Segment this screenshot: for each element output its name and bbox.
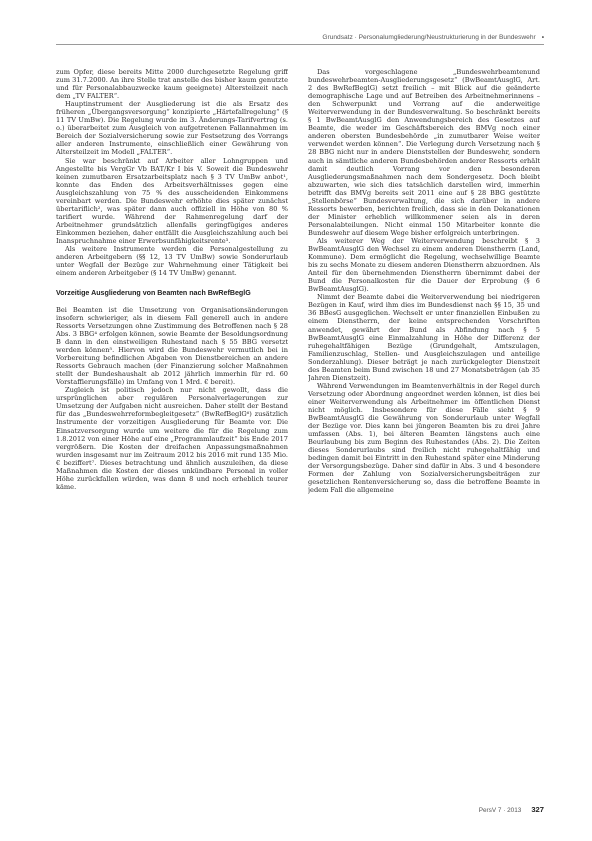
left-paragraph-1: zum Opfer, diese bereits Mitte 2000 durchgesetzte Regelung griff zum 31.7.2000. An ihre Stelle trat anstelle des bisher kaum genutzte und für Personalabbauzwecke kaum geeignete) Altersteilzeit nach dem „TV FALTER“.: [56, 68, 288, 101]
right-paragraph-1: Das vorgeschlagene „Bundeswehrbeamtenund bundeswehrbeamten-Ausgliederungsgesetz“ (BwBeamtAusglG, Art. 2 des BwRefBeglG) setzt freilich – mit Blick auf die geänderte demographische Lage und auf Betreiben des Arbeitnehmerinnens – den Schwerpunkt und Vorrang auf die anderweitige Weiterverwendung in der Bundesverwaltung. So beschränkt bereits § 1 BwBeamtAusglG den Anwendungsbereich des Gesetzes auf Beamte, die weder im Geschäftsbereich des BMVg noch einer anderen obersten Bundesbehörde „in zumutbarer Weise weiter verwendet werden können“. Die Verlegung durch Versetzung nach § 28 BBG nicht nur in andere Dienststellen der Bundeswehr, sondern auch in sämtliche anderen Bundesbehörden anderer Ressorts erhält damit deutlich Vorrang vor den besonderen Ausgliederungsmaßnahmen nach dem Sondergesetz. Doch bleibt abzuwarten, wie sich dies tatsächlich darstellen wird, immerhin betrifft das BMVg bereits seit 2011 eine auf § 28 BBG gestützte „Stellenbörse“ Bundesverwaltung, die sich darüber in andere Ressorts bewerben, berichten freilich, dass sie in den Dekanationen der Minister erheblich willkommener seien als in deren Personalabteilungen. Nicht einmal 150 Mitarbeiter konnte die Bundeswehr auf diesem Wege bisher erfolgreich unterbringen.: [308, 68, 540, 237]
section-heading: Vorzeitige Ausgliederung von Beamten nach BwRefBeglG: [56, 289, 251, 298]
left-paragraph-3: Sie war beschränkt auf Arbeiter aller Lohngruppen und Angestellte bis VergGr Vb BAT/Kr I bis V. Soweit die Bundeswehr keinen zumutbaren Ersatzarbeitsplatz nach § 3 TV UmBw anbot¹, konnte das Enden des Arbeitsverhältnisses gegen eine Ausgleichszahlung von 75 % des ausscheidenden Einkommens vereinbart werden. Die Bundeswehr erhöhte dies später zunächst übertariflich², was später dann auch offiziell in Höhe von 80 % tarifiert wurde. Während der Rahmenregelung darf der Arbeitnehmer grundsätzlich allenfalls geringfügiges anderes Einkommen beziehen, daher entfällt die Ausgleichszahlung auch bei Inanspruchnahme einer Erwerbsunfähigkeitsrente³.: [56, 156, 288, 245]
header-rule: [56, 44, 544, 45]
right-paragraph-4: Während Verwendungen im Beamtenverhältnis in der Regel durch Versetzung oder Abordnung angeordnet werden können, ist dies bei einer Weiterverwendung als Arbeitnehmer im öffentlichen Dienst nicht möglich. Insbesondere für diese Fälle sieht § 9 BwBeamtAusglG die Gewährung von Sonderurlaub unter Wegfall der Bezüge vor. Dies kann bei jüngeren Beamten bis zu drei Jahre umfassen (Abs. 1), bei älteren Beamten längstens auch eine Beurlaubung bis zum Beginn des Ruhestandes (Abs. 2). Die Zeiten dieses Sonderurlaubs sind freilich nicht ruhegehaltfähig und bedingen damit bei Eintritt in den Ruhestand später eine Minderung der Versorgungsbezüge. Daher sind dafür in Abs. 3 und 4 besondere Formen der Zahlung von Sozialversicherungsbeiträgen zur gesetzlichen Rentenversicherung so, dass die betroffene Beamte in jedem Fall die allgemeine: [308, 381, 540, 495]
left-column: [56, 68, 288, 792]
running-title: Grundsatz · Personalumgliederung/Neustrukturierung in der Bundeswehr: [322, 34, 536, 41]
right-paragraph-3: Nimmt der Beamte dabei die Weiterverwendung bei niedrigeren Bezügen in Kauf, wird ihm dies im Bundesdienst nach §§ 15, 35 und 36 BBesG ausgeglichen. Wechselt er unter finanziellen Einbußen zu einem Dienstherrn, der keine entsprechenden Vorschriften anwendet, gewährt der Bund als Abfindung nach § 5 BwBeamtAusglG eine Einmalzahlung in Höhe der Differenz der ruhegehaltfähigen Bezüge (Grundgehalt, Amtszulagen, Familienzuschlag, Stellen- und Ausgleichszulagen und anteilige Sonderzahlung). Dieser beträgt je nach zurückgelegter Dienstzeit des Beamten beim Bund zwischen 18 und 27 Monatsbeträgen (ab 35 Jahren Dienstzeit).: [308, 293, 540, 382]
page-footer: [479, 799, 544, 817]
right-column: [308, 68, 540, 792]
section-paragraph-2: Zugleich ist politisch jedoch nur nicht gewollt, dass die ursprünglichen aber regulären Personalverlagerungen zur Umsetzung der Aufgaben nicht ausreichen. Daher stellt der Bestand für das „Bundeswehrreformbegleitgesetz“ (BwRefBeglG⁶) zusätzlich Instrumente der vorzeitigen Ausgliederung für Beamte vor. Die Einsatzversorgung wurde um weitere die für die Regelung zum 1.8.2012 von einer Höhe auf eine „Programmlaufzeit“ bis Ende 2017 vergrößern. Die Kosten der dreifachen Anpassungsmaßnahmen wurden insgesamt nur im Zeitraum 2012 bis 2016 mit rund 135 Mio. € beziffert⁷. Dieses betrachtung und ähnlich auszuleihen, da diese Maßnahmen die Kosten der dieses unkündbare Personal in voller Höhe zurückfallen würden, was dann 8 und noch erheblich teurer käme.: [56, 386, 288, 491]
running-head-separator: •: [541, 34, 544, 41]
page-number: 327: [531, 805, 544, 814]
journal-issue: PersV 7 · 2013: [478, 807, 522, 814]
left-paragraph-4: Als weitere Instrumente werden die Personalgestellung zu anderen Arbeitgebern (§§ 12, 13 TV UmBw) sowie Sonderurlaub unter Wegfall der Bezüge zur Wahrnehmung einer Tätigkeit bei einem anderen Arbeitgeber (§ 14 TV UmBw) genannt.: [56, 245, 288, 278]
running-head: [322, 34, 544, 41]
right-paragraph-2: Als weiterer Weg der Weiterverwendung beschreibt § 3 BwBeamtAusglG den Wechsel zu einem anderen Dienstherrn (Land, Kommune). Dem ermöglicht die Regelung, wechselwillige Beamte bis zu sechs Monate zu diesem anderen Dienstherrn abzuordnen. Als Anteil für den übernehmenden Dienstherrn übernimmt dabei der Bund die Personalkosten für die Dauer der Erprobung (§ 6 BwBeamtAusglG).: [308, 236, 540, 294]
section-paragraph-1: Bei Beamten ist die Umsetzung von Organisationsänderungen insofern schwieriger, als in diesem Fall generell auch in andere Ressorts Versetzungen ohne Zustimmung des Betroffenen nach § 28 Abs. 3 BBG⁴ erfolgen können, sowie Beamte der Besoldungsordnung B dann in den einstweiligen Ruhestand nach § 55 BBG versetzt werden können⁵. Hiervon wird die Bundeswehr vermutlich bei in Vorbereitung befindlichen Abgaben von Dienstbereichen an andere Ressorts Gebrauch machen (der Finanzierung solcher Maßnahmen stellt der Bundeshaushalt ab 2012 jährlich immerhin für rd. 60 Vorstaffierungsfälle) im Umfang von 1 Mrd. € bereit).: [56, 305, 288, 387]
left-paragraph-2: Hauptinstrument der Ausgliederung ist die als Ersatz des früheren „Übergangsversorgung“ konzipierte „Härtefallregelung“ (§ 11 TV UmBw). Die Regelung wurde im 3. Änderungs-Tarifvertrag (s. o.) überarbeitet zum Ausgleich von aufgetretenen Fallannahmen im Bereich der Sozialversicherung sowie zur Festsetzung des Vorrangs aller anderen Instrumente, einschließlich einer Gewährung von Altersteilzeit im Modell „FALTER“.: [56, 100, 288, 157]
